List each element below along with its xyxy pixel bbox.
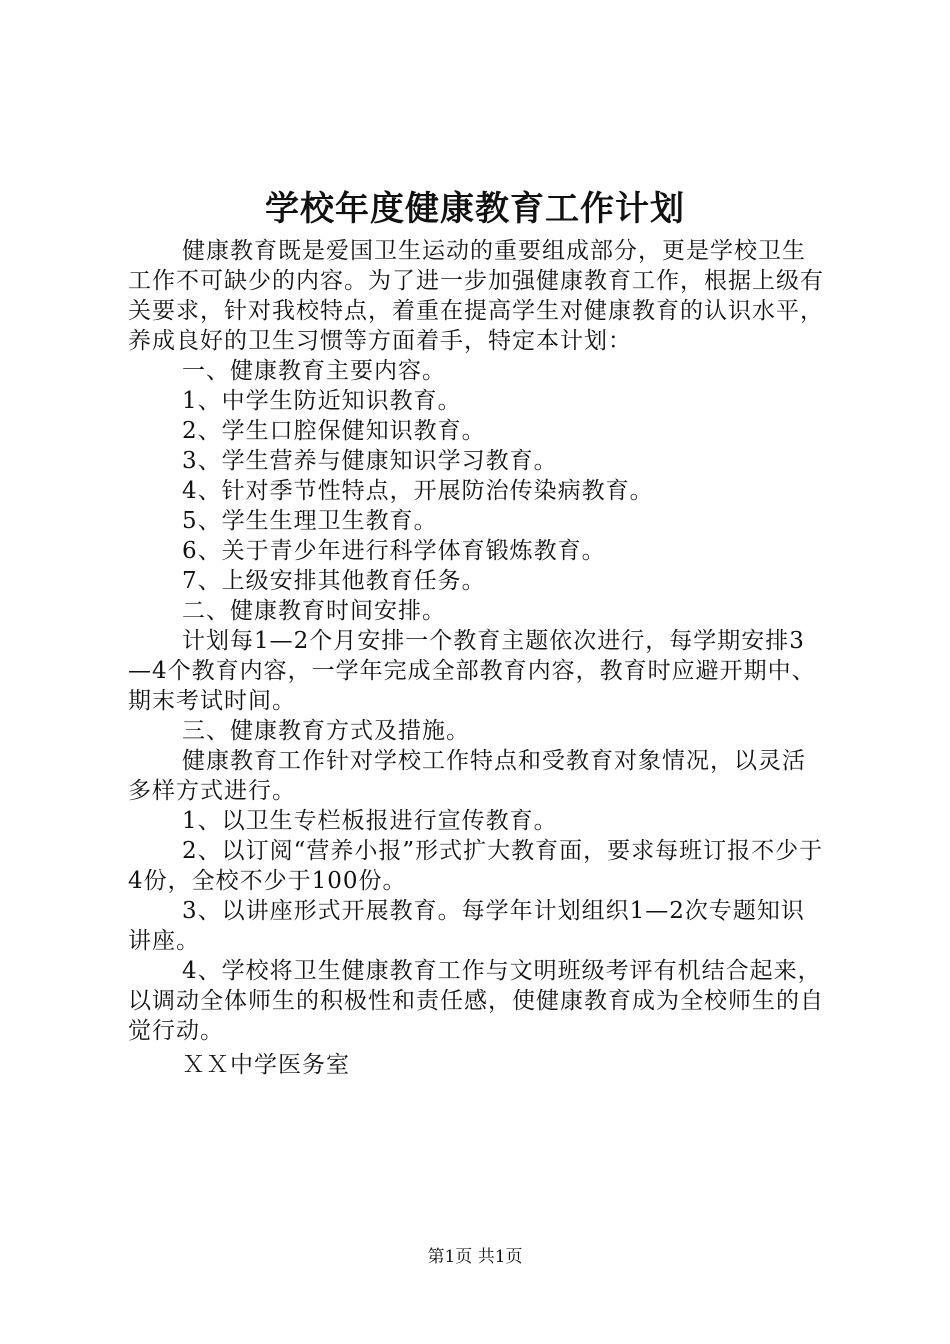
list-item: 4、针对季节性特点，开展防治传染病教育。: [182, 478, 654, 504]
list-item: 4、学校将卫生健康教育工作与文明班级考评有机结合起来，以调动全体师生的积极性和责任感，使健康教育成为全校师生的自觉行动。: [128, 958, 824, 1044]
schedule-paragraph: 计划每1—2个月安排一个教育主题依次进行，每学期安排3—4个教育内容，一学年完成全部教育内容，教育时应避开期中、期末考试时间。: [128, 628, 816, 714]
document-body: [128, 236, 828, 1080]
section-heading-3: 三、健康教育方式及措施。: [182, 718, 470, 744]
list-item: 3、学生营养与健康知识学习教育。: [182, 448, 558, 474]
methods-paragraph: 健康教育工作针对学校工作特点和受教育对象情况，以灵活多样方式进行。: [128, 748, 806, 804]
section-heading-1: 一、健康教育主要内容。: [182, 358, 446, 384]
list-item: 1、以卫生专栏板报进行宣传教育。: [182, 808, 558, 834]
list-item: 7、上级安排其他教育任务。: [182, 568, 486, 594]
section-heading-2: 二、健康教育时间安排。: [182, 598, 446, 624]
list-item: 2、学生口腔保健知识教育。: [182, 418, 486, 444]
page-footer: 第1页 共1页: [427, 1247, 523, 1267]
list-item: 1、中学生防近知识教育。: [182, 388, 462, 414]
list-item: 5、学生生理卫生教育。: [182, 508, 438, 534]
intro-paragraph: 健康教育既是爱国卫生运动的重要组成部分，更是学校卫生工作不可缺少的内容。为了进一步加强健康教育工作，根据上级有关要求，针对我校特点，着重在提高学生对健康教育的认识水平，养成良好的卫生习惯等方面着手，特定本计划：: [128, 238, 824, 354]
document-title: 学校年度健康教育工作计划: [265, 189, 685, 229]
list-item: 2、以订阅“营养小报”形式扩大教育面，要求每班订报不少于4份，全校不少于100份。: [128, 838, 824, 894]
signature: ＸＸ中学医务室: [182, 1052, 350, 1078]
list-item: 6、关于青少年进行科学体育锻炼教育。: [182, 538, 606, 564]
list-item: 3、以讲座形式开展教育。每学年计划组织1—2次专题知识讲座。: [128, 898, 805, 954]
